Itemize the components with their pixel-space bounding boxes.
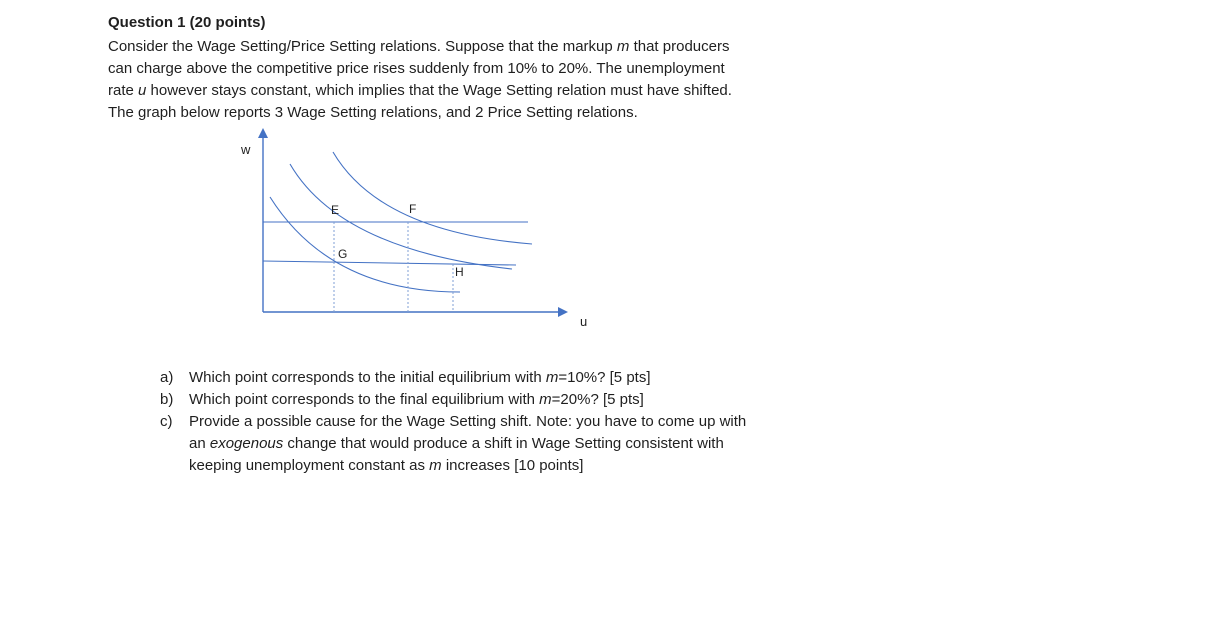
point-label-h: H [455, 265, 464, 279]
part-b [160, 389, 840, 411]
y-axis-arrow [258, 128, 268, 138]
x-axis-label: u [580, 314, 588, 329]
point-label-f: F [409, 202, 417, 216]
question-title: Question 1 (20 points) [108, 14, 266, 31]
part-b-text: Which point corresponds to the final equilibrium with m=20%? [5 pts] [189, 391, 644, 408]
part-c-line-1: Provide a possible cause for the Wage Setting shift. Note: you have to come up with [189, 413, 747, 430]
wage-setting-1 [270, 197, 460, 292]
y-axis-label: w [241, 142, 251, 157]
intro-line-4: The graph below reports 3 Wage Setting relations, and 2 Price Setting relations. [108, 104, 638, 121]
intro-line-1: Consider the Wage Setting/Price Setting relations. Suppose that the markup m that producers [108, 38, 730, 55]
point-label-e: E [331, 203, 340, 217]
part-a-text: Which point corresponds to the initial equilibrium with m=10%? [5 pts] [189, 369, 651, 386]
part-b-label: b) [160, 391, 174, 408]
wage-price-setting-graph [220, 122, 600, 342]
intro-line-3: rate u however stays constant, which implies that the Wage Setting relation must have shifted. [108, 82, 732, 99]
question-intro [108, 36, 828, 124]
intro-line-2: can charge above the competitive price rises suddenly from 10% to 20%. The unemployment [108, 60, 725, 77]
question-parts [160, 367, 840, 477]
point-label-g: G [338, 247, 348, 261]
part-a-label: a) [160, 369, 174, 386]
part-a [160, 367, 840, 389]
part-c [160, 411, 840, 477]
part-c-line-3: keeping unemployment constant as m increases [10 points] [189, 457, 584, 474]
wage-setting-3 [333, 152, 532, 244]
x-axis-arrow [558, 307, 568, 317]
part-c-line-2: an exogenous change that would produce a shift in Wage Setting consistent with [189, 435, 724, 452]
part-c-label: c) [160, 413, 173, 430]
